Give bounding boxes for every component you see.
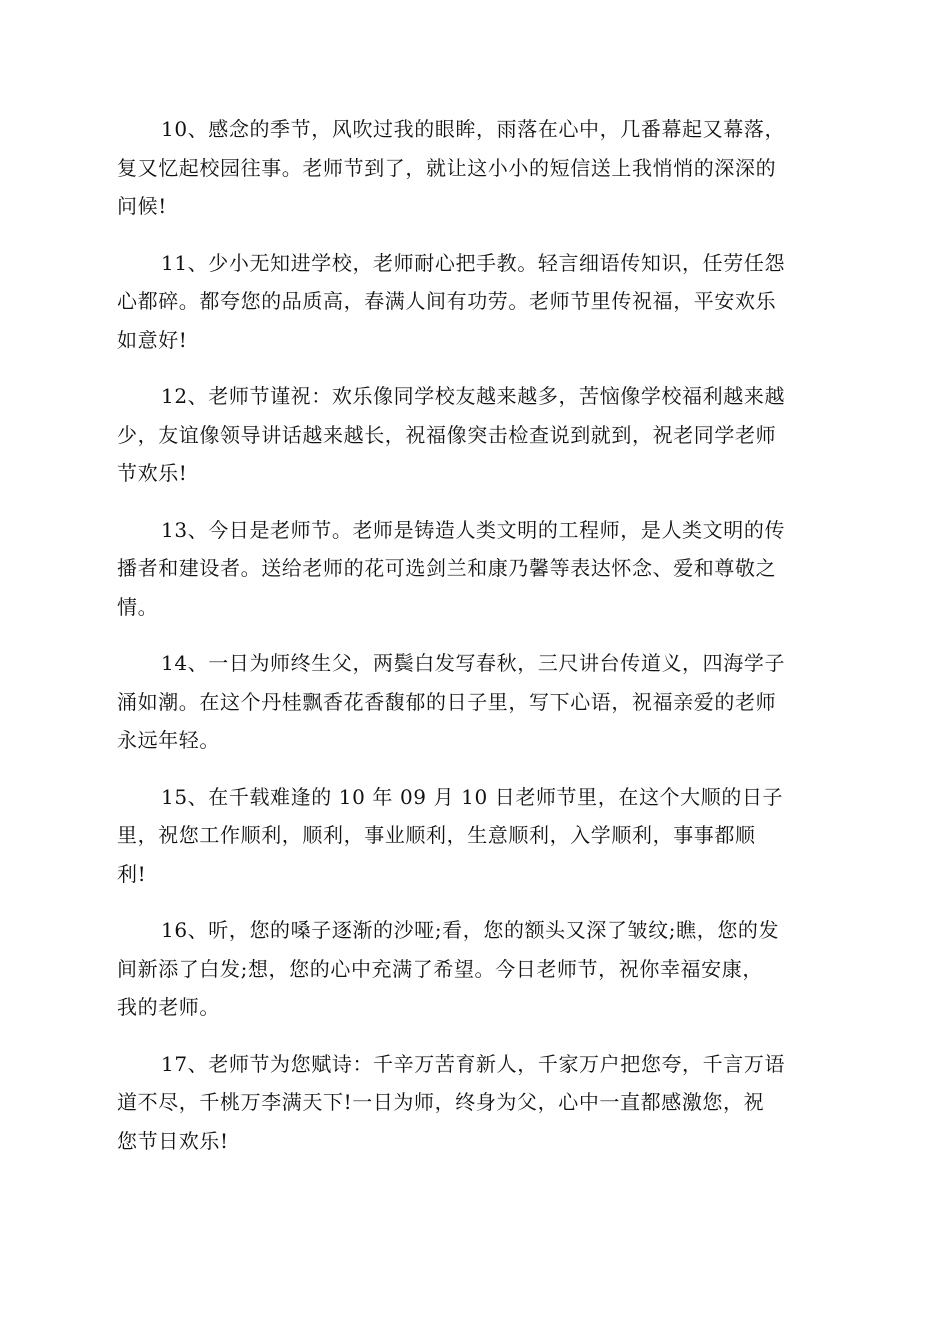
text-line: 16、听，您的嗓子逐渐的沙哑;看，您的额头又深了皱纹;瞧，您的发	[161, 918, 780, 942]
text-line: 播者和建设者。送给老师的花可选剑兰和康乃馨等表达怀念、爱和尊敬之	[117, 556, 777, 580]
paragraph-17	[117, 1045, 835, 1161]
text-line: 我的老师。	[117, 995, 220, 1019]
text-line: 12、老师节谨祝：欢乐像同学校友越来越多，苦恼像学校福利越来越	[161, 384, 786, 408]
text-line: 14、一日为师终生父，两鬓白发写春秋，三尺讲台传道义，四海学子	[161, 651, 786, 675]
text-line: 永远年轻。	[117, 728, 220, 752]
text-line: 复又忆起校园往事。老师节到了，就让这小小的短信送上我悄悄的深深的	[117, 155, 777, 180]
paragraph-16	[117, 911, 835, 1027]
paragraph-13	[117, 511, 835, 627]
text-line: 17、老师节为您赋诗：千辛万苦育新人，千家万户把您夸，千言万语	[161, 1051, 786, 1076]
text-line: 少，友谊像领导讲话越来越长，祝福像突击检查说到就到，祝老同学老师	[117, 422, 777, 447]
text-line: 如意好!	[117, 327, 188, 352]
text-line: 10、感念的季节，风吹过我的眼眸，雨落在心中，几番幕起又幕落，	[161, 117, 786, 141]
paragraph-12	[117, 377, 835, 493]
text-line: 心都碎。都夸您的品质高，春满人间有功劳。老师节里传祝福，平安欢乐	[117, 289, 777, 313]
document-body	[117, 110, 835, 1178]
text-line: 15、在千载难逢的 10 年 09 月 10 日老师节里，在这个大顺的日子	[161, 784, 784, 809]
paragraph-11	[117, 244, 835, 360]
paragraph-14	[117, 644, 835, 760]
paragraph-10	[117, 110, 835, 226]
text-line: 情。	[117, 594, 159, 619]
text-line: 节欢乐!	[117, 461, 188, 485]
text-line: 问候!	[117, 194, 167, 218]
paragraph-15	[117, 778, 835, 894]
text-line: 道不尽，千桃万李满天下!一日为师，终身为父，心中一直都感激您，祝	[117, 1090, 765, 1114]
text-line: 里，祝您工作顺利，顺利，事业顺利，生意顺利，入学顺利，事事都顺	[117, 823, 756, 847]
text-line: 涌如潮。在这个丹桂飘香花香馥郁的日子里，写下心语，祝福亲爱的老师	[117, 689, 777, 714]
text-line: 利!	[117, 861, 147, 886]
text-line: 11、少小无知进学校，老师耐心把手教。轻言细语传知识，任劳任怨	[161, 250, 786, 275]
text-line: 您节日欢乐!	[117, 1128, 229, 1153]
text-line: 间新添了白发;想，您的心中充满了希望。今日老师节，祝你幸福安康，	[117, 956, 763, 981]
text-line: 13、今日是老师节。老师是铸造人类文明的工程师，是人类文明的传	[161, 517, 786, 542]
